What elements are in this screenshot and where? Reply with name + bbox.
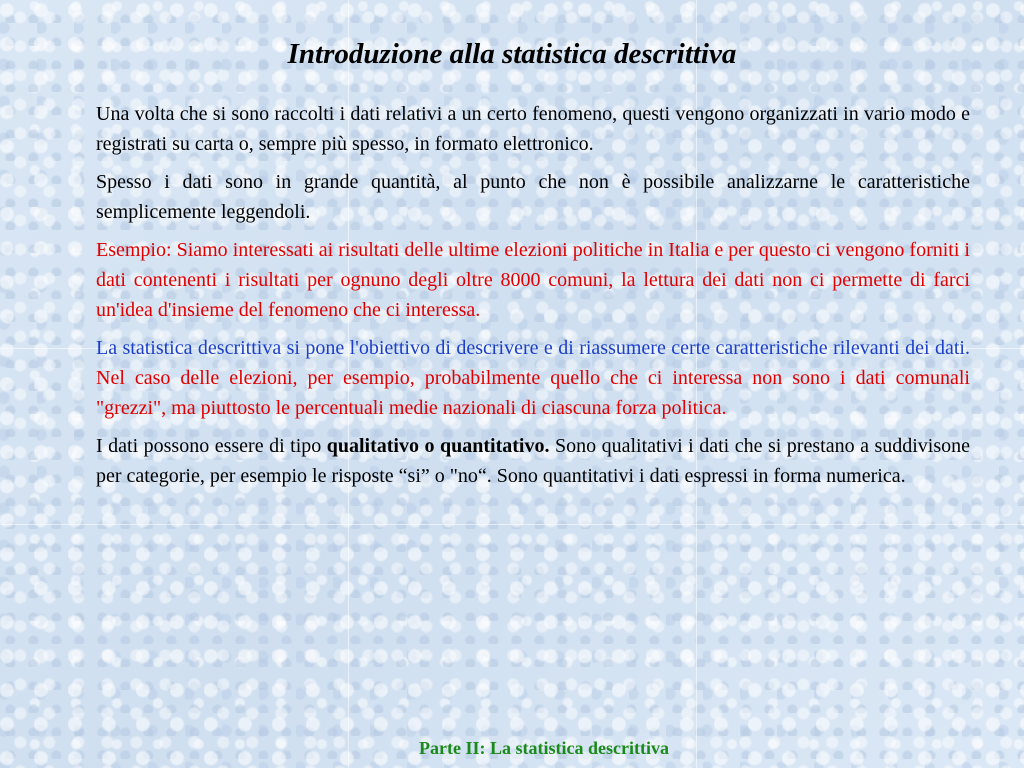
data-types-bold: qualitativo o quantitativo.: [326, 435, 550, 457]
elections-example: Nel caso delle elezioni, per esempio, probabilmente quello che ci interessa non sono i dati comunali "grezzi", ma piuttosto le percentuali medie nazionali di ciascuna forza politica.: [96, 367, 970, 419]
paragraph-data-types: [96, 431, 970, 491]
slide-footer: Parte II: La statistica descrittiva: [419, 738, 669, 758]
paragraph-quantity: Spesso i dati sono in grande quantità, al punto che non è possibile analizzarne le caratteristiche semplicemente leggendoli.: [96, 171, 970, 223]
slide-body: [96, 99, 970, 499]
paragraph-intro: Una volta che si sono raccolti i dati relativi a un certo fenomeno, questi vengono organizzati in vario modo e registrati su carta o, sempre più spesso, in formato elettronico.: [96, 103, 970, 155]
paragraph-descriptive: [96, 333, 970, 423]
descriptive-definition: La statistica descrittiva si pone l'obiettivo di descrivere e di riassumere certe caratteristiche rilevanti dei dati.: [96, 337, 970, 359]
data-types-end: Sono qualitativi i dati che si prestano a suddivisone per categorie, per esempio le risposte “si” o "no“. Sono quantitativi i dati espressi in forma numerica.: [96, 435, 970, 487]
background-tile-seam: [0, 524, 1024, 525]
data-types-start: I dati possono essere di tipo: [96, 435, 327, 457]
paragraph-example: Esempio: Siamo interessati ai risultati delle ultime elezioni politiche in Italia e per questo ci vengono forniti i dati contenenti i risultati per ognuno degli oltre 8000 comuni, la lettura dei dati non ci permette di farci un'idea d'insieme del fenomeno che ci interessa.: [96, 239, 970, 321]
slide-title: Introduzione alla statistica descrittiva: [287, 38, 737, 70]
